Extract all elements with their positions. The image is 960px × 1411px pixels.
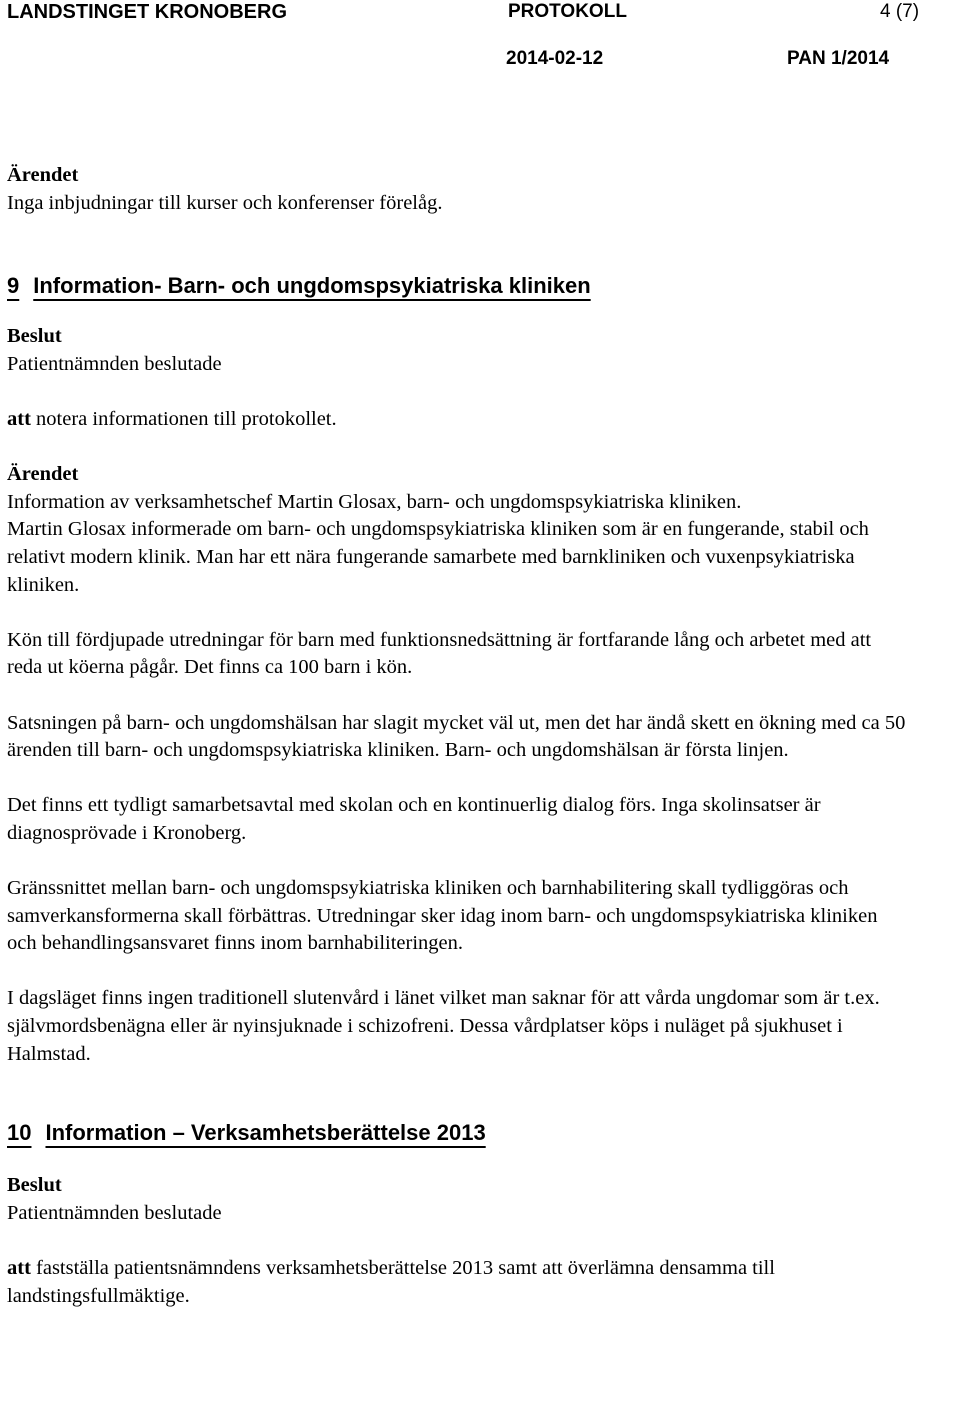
section-9-paragraph: Satsningen på barn- och ungdomshälsan har slagit mycket väl ut, men det har ändå skett en ökning med ca 50 ärenden till barn- och ungdomspsykiatriska kliniken. Barn- och ungdomshälsan är första linjen.	[7, 711, 906, 762]
section-10-number: 10	[7, 1120, 32, 1146]
section-9-decision	[7, 406, 907, 434]
section-10-title: Information – Verksamhetsberättelse 2013	[45, 1120, 486, 1146]
section-10-decision-text: fastställa patientsnämndens verksamhetsberättelse 2013 samt att överlämna densamma till landstingsfullmäktige.	[7, 1257, 775, 1307]
section-9-paragraph: Det finns ett tydligt samarbetsavtal med skolan och en kontinuerlig dialog förs. Inga skolinsatser är diagnosprövade i Kronoberg.	[7, 794, 821, 844]
section-9-beslut-label: Beslut	[7, 325, 62, 348]
section-9-paragraph: Information av verksamhetschef Martin Glosax, barn- och ungdomspsykiatriska kliniken. Martin Glosax informerade om barn- och ungdomspsykiatriska kliniken som är en fungerande, stabil och relativt modern klinik. Man har ett nära fungerande samarbete med barnkliniken och vuxenpsykiatriska kliniken.	[7, 490, 869, 596]
arendet-text: Inga inbjudningar till kurser och konferenser förelåg.	[7, 191, 443, 214]
document-body	[7, 162, 907, 1310]
section-9-arendet-label: Ärendet	[7, 463, 79, 486]
document-reference: PAN 1/2014	[787, 48, 890, 69]
section-10-beslut-text: Patientnämnden beslutade	[7, 1201, 222, 1224]
section-10-beslut-label: Beslut	[7, 1174, 62, 1197]
document-date: 2014-02-12	[506, 48, 604, 69]
section-9-paragraph: I dagsläget finns ingen traditionell slutenvård i länet vilket man saknar för att vårda ungdomar som är t.ex. självmordsbenägna eller är nyinsjuknade i schizofreni. Dessa vårdplatser köps i nuläget på sjukhuset i Halmstad.	[7, 987, 880, 1065]
page-number: 4 (7)	[880, 1, 920, 22]
arendet-label: Ärendet	[7, 164, 79, 186]
section-9-heading	[7, 271, 907, 301]
section-9-paragraph: Gränssnittet mellan barn- och ungdomspsykiatriska kliniken och barnhabilitering skall tydliggöras och samverkansformerna skall förbättras. Utredningar sker idag inom barn- och ungdomspsykiatriska kliniken och behandlingsansvaret finns inom barnhabiliteringen.	[7, 877, 878, 955]
section-9-number: 9	[7, 273, 20, 299]
section-10-heading	[7, 1118, 907, 1148]
section-9-decision-text: notera informationen till protokollet.	[30, 407, 337, 430]
section-9-title: Information- Barn- och ungdomspsykiatriska kliniken	[33, 273, 591, 299]
att-keyword: att	[7, 407, 31, 430]
section-10-decision	[7, 1255, 907, 1310]
document-type: PROTOKOLL	[508, 1, 627, 22]
organization-name: LANDSTINGET KRONOBERG	[7, 1, 287, 23]
att-keyword: att	[7, 1257, 31, 1279]
section-9-paragraph: Kön till fördjupade utredningar för barn med funktionsnedsättning är fortfarande lång och arbetet med att reda ut köerna pågår. Det finns ca 100 barn i kön.	[7, 628, 872, 679]
section-9-beslut-text: Patientnämnden beslutade	[7, 352, 222, 375]
